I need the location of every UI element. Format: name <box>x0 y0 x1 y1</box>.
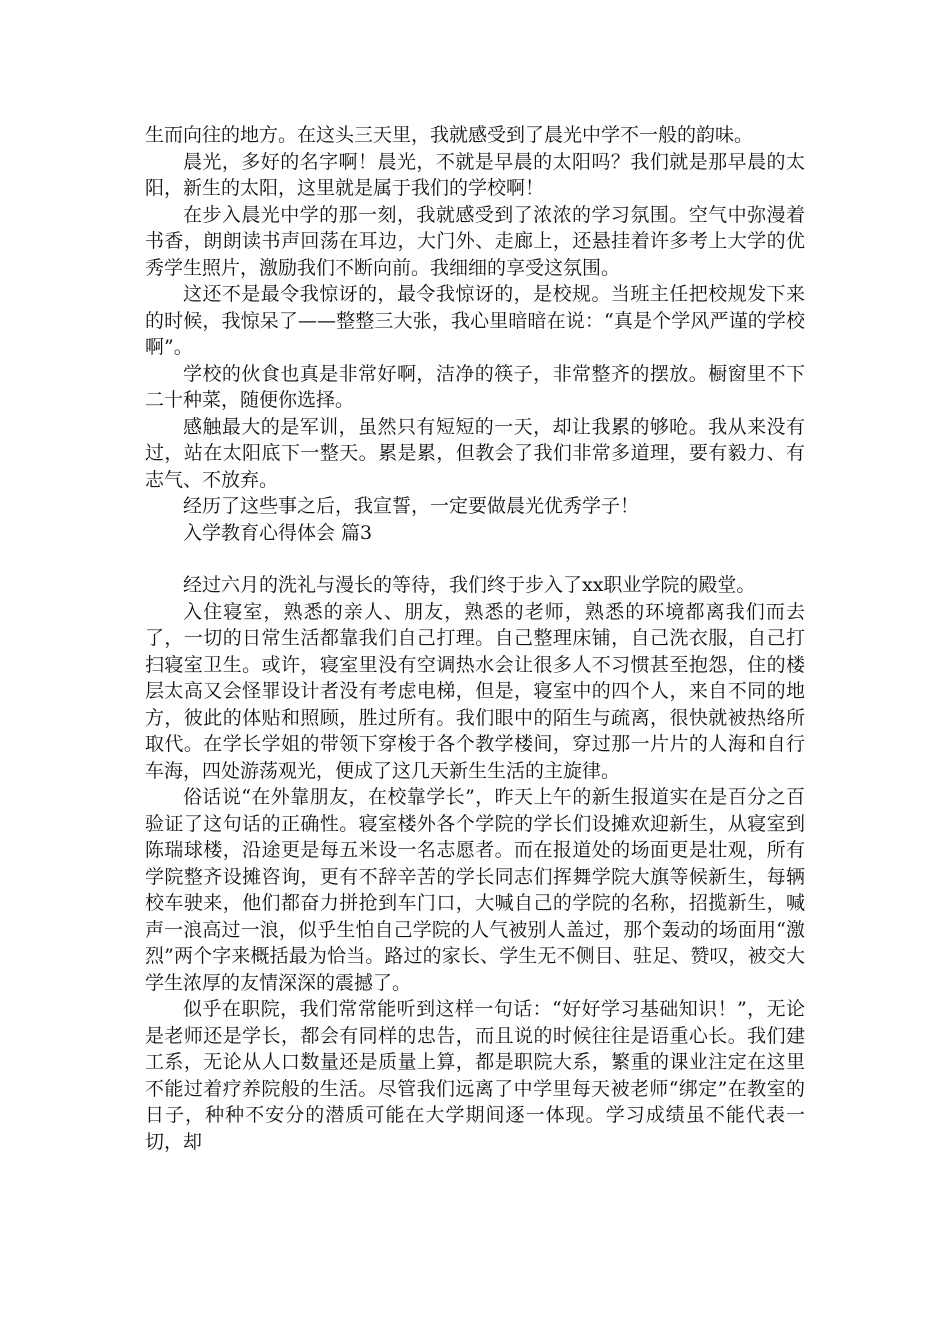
paragraph: 经历了这些事之后，我宣誓，一定要做晨光优秀学子！ <box>183 495 640 517</box>
paragraph: 入住寝室，熟悉的亲人、朋友，熟悉的老师，熟悉的环境都离我们而去了，一切的日常生活都靠我们自己打理。自己整理床铺，自己洗衣服，自己打扫寝室卫生。或许，寝室里没有空调热水会让很多人不习惯甚至抱怨，住的楼层太高又会怪罪设计者没有考虑电梯，但是，寝室中的四个人，来自不同的地方，彼此的体贴和照顾，胜过所有。我们眼中的陌生与疏离，很快就被热络所取代。在学长学姐的带领下穿梭于各个教学楼间，穿过那一片片的人海和自行车海，四处游荡观光，便成了这几天新生生活的主旋律。 <box>145 600 805 782</box>
section-heading: 入学教育心得体会 篇3 <box>183 521 373 544</box>
paragraph: 俗话说“在外靠朋友，在校靠学长”，昨天上午的新生报道实在是百分之百验证了这句话的正确性。寝室楼外各个学院的学长们设摊欢迎新生，从寝室到陈瑞球楼，沿途更是每五米设一名志愿者。而在报道处的场面更是壮观，所有学院整齐设摊咨询，更有不辞辛苦的学长同志们挥舞学院大旗等候新生，每辆校车驶来，他们都奋力拼抢到车门口，大喊自己的学院的名称，招揽新生，喊声一浪高过一浪，似乎生怕自己学院的人气被别人盖过，那个轰动的场面用“激烈”两个字来概括最为恰当。路过的家长、学生无不侧目、驻足、赞叹，被交大学生浓厚的友情深深的震撼了。 <box>145 786 805 994</box>
paragraph: 经过六月的洗礼与漫长的等待，我们终于步入了xx职业学院的殿堂。 <box>183 574 756 596</box>
paragraph: 似乎在职院，我们常常能听到这样一句话：“好好学习基础知识！”，无论是老师还是学长，都会有同样的忠告，而且说的时候往往是语重心长。我们建工系，无论从人口数量还是质量上算，都是职院大系，繁重的课业注定在这里不能过着疗养院般的生活。尽管我们远离了中学里每天被老师“绑定”在教室的日子，种种不安分的潜质可能在大学期间逐一体现。学习成绩虽不能代表一切，却 <box>145 998 805 1153</box>
paragraph: 在步入晨光中学的那一刻，我就感受到了浓浓的学习氛围。空气中弥漫着书香，朗朗读书声回荡在耳边，大门外、走廊上，还悬挂着许多考上大学的优秀学生照片，激励我们不断向前。我细细的享受这氛围。 <box>145 203 805 279</box>
paragraph: 这还不是最令我惊讶的，最令我惊讶的，是校规。当班主任把校规发下来的时候，我惊呆了——整整三大张，我心里暗暗在说：“真是个学风严谨的学校啊”。 <box>145 283 805 358</box>
paragraph: 晨光，多好的名字啊！晨光，不就是早晨的太阳吗？我们就是那早晨的太阳，新生的太阳，这里就是属于我们的学校啊！ <box>145 150 805 199</box>
paragraph: 生而向往的地方。在这头三天里，我就感受到了晨光中学不一般的韵味。 <box>145 124 754 146</box>
paragraph: 学校的伙食也真是非常好啊，洁净的筷子，非常整齐的摆放。橱窗里不下二十种菜，随便你选择。 <box>145 362 805 411</box>
blank-line <box>145 546 805 572</box>
document-body <box>145 122 805 1155</box>
paragraph: 感触最大的是军训，虽然只有短短的一天，却让我累的够呛。我从来没有过，站在太阳底下一整天。累是累，但教会了我们非常多道理，要有毅力、有志气、不放弃。 <box>145 415 805 491</box>
